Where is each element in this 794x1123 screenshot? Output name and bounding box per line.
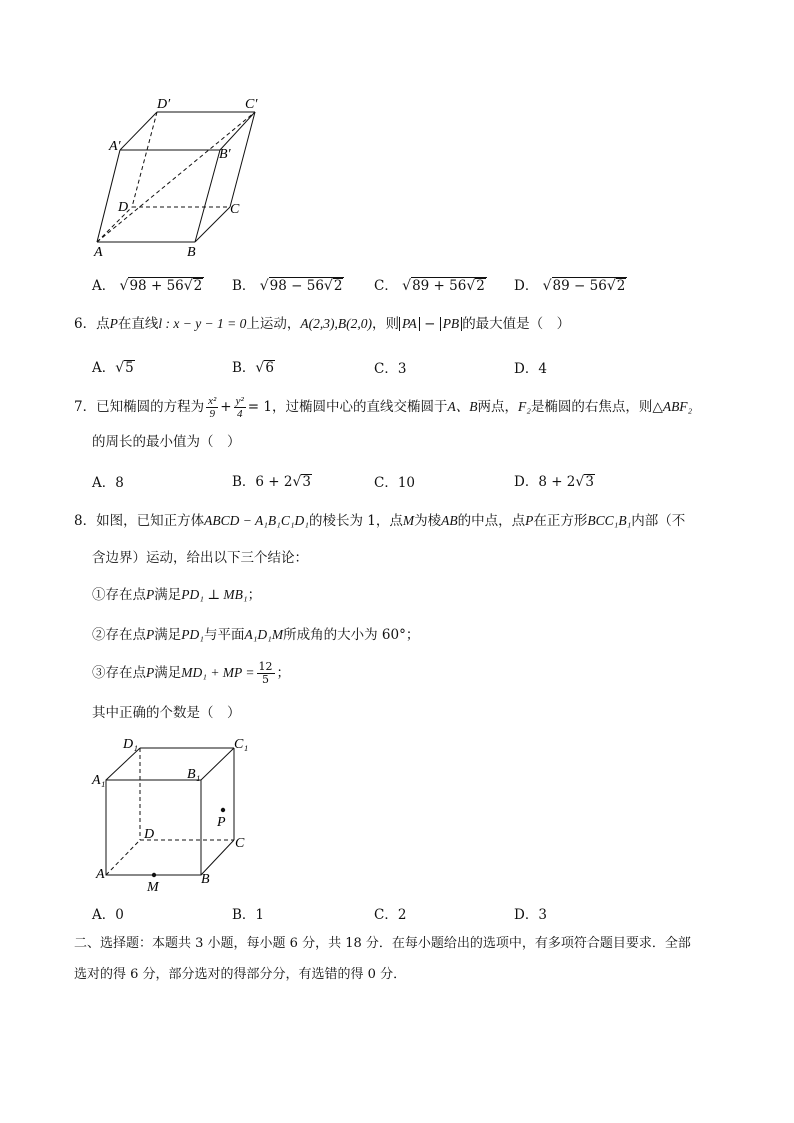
label-D: D: [118, 200, 129, 215]
label-D: D: [144, 827, 155, 842]
q6-stem: 6．点P在直线l : x − y − 1 = 0上运动，A(2,3),B(2,0)，则 PA − PB 的最大值是（ ）: [74, 316, 571, 332]
label-B: B: [187, 245, 196, 260]
label-M: M: [147, 880, 159, 895]
point-M: [152, 873, 156, 877]
q7-option-c[interactable]: C．10: [374, 475, 416, 491]
label-A1: A₁: [92, 773, 106, 788]
q8-option-d[interactable]: D．3: [514, 907, 547, 923]
q5-option-a[interactable]: A． √98 + 56√2: [92, 278, 203, 294]
q8-option-c[interactable]: C．2: [374, 907, 407, 923]
label-B1: B₁: [187, 767, 201, 782]
q7-stem-line2: 的周长的最小值为（ ）: [92, 434, 241, 450]
q8-statement-2: ②存在点P满足PD₁与平面A₁D₁M所成角的大小为 60°；: [92, 627, 420, 643]
q6-option-d[interactable]: D．4: [514, 361, 547, 377]
q6-option-b[interactable]: B．√6: [232, 360, 274, 376]
q7-option-b[interactable]: B．6 + 2√3: [232, 474, 312, 490]
q5-option-b[interactable]: B． √98 − 56√2: [232, 278, 343, 294]
q5-option-c[interactable]: C． √89 + 56√2: [374, 278, 485, 294]
label-A: A: [94, 245, 103, 260]
q7-option-a[interactable]: A．8: [92, 475, 124, 491]
label-P: P: [217, 815, 226, 830]
label-C1: C₁: [234, 737, 249, 752]
section2-instructions-line2: 选对的得 6 分，部分选对的得部分分，有选错的得 0 分．: [74, 967, 407, 982]
q8-statement-1: ①存在点P满足PD₁ ⊥ MB₁；: [92, 587, 262, 603]
cube-figure: [88, 730, 258, 895]
q7-stem-line1: 7．已知椭圆的方程为 $\frac{\text{x²}}{9}$ + $\frac{\text{y²}}{4}$ = 1，过椭圆中心的直线交椭圆于A、B两点，F₂是椭圆的右焦点，则△ABF₂: [74, 395, 693, 420]
q8-stem-line1: 8．如图，已知正方体ABCD − A₁B₁C₁D₁的棱长为 1，点M为棱AB的中点，点P在正方形BCC₁B₁内部（不: [74, 513, 686, 529]
label-C: C: [230, 202, 240, 217]
parallelepiped-figure: [85, 90, 275, 265]
q7-option-d[interactable]: D．8 + 2√3: [514, 474, 594, 490]
label-D1: D₁: [123, 737, 138, 752]
point-P: [221, 808, 225, 812]
q8-question: 其中正确的个数是（ ）: [92, 705, 241, 721]
label-A: A: [96, 867, 105, 882]
label-Bp: B′: [219, 147, 231, 162]
label-Ap: A′: [109, 139, 121, 154]
q8-statement-3: ③存在点P满足MD₁ + MP = $\frac{12}{5}$ ；: [92, 660, 291, 686]
section2-instructions-line1: 二、选择题：本题共 3 小题，每小题 6 分，共 18 分．在每小题给出的选项中，有多项符合题目要求．全部: [74, 936, 691, 951]
label-Cp: C′: [245, 97, 258, 112]
q6-option-c[interactable]: C．3: [374, 361, 407, 377]
q5-option-d[interactable]: D． √89 − 56√2: [514, 278, 626, 294]
q6-option-a[interactable]: A．√5: [92, 360, 134, 376]
label-C: C: [235, 836, 245, 851]
q8-stem-line2: 含边界）运动，给出以下三个结论：: [92, 550, 308, 566]
q8-option-b[interactable]: B．1: [232, 907, 265, 923]
q8-option-a[interactable]: A．0: [92, 907, 124, 923]
label-Dp: D′: [157, 97, 171, 112]
label-B: B: [201, 872, 210, 887]
